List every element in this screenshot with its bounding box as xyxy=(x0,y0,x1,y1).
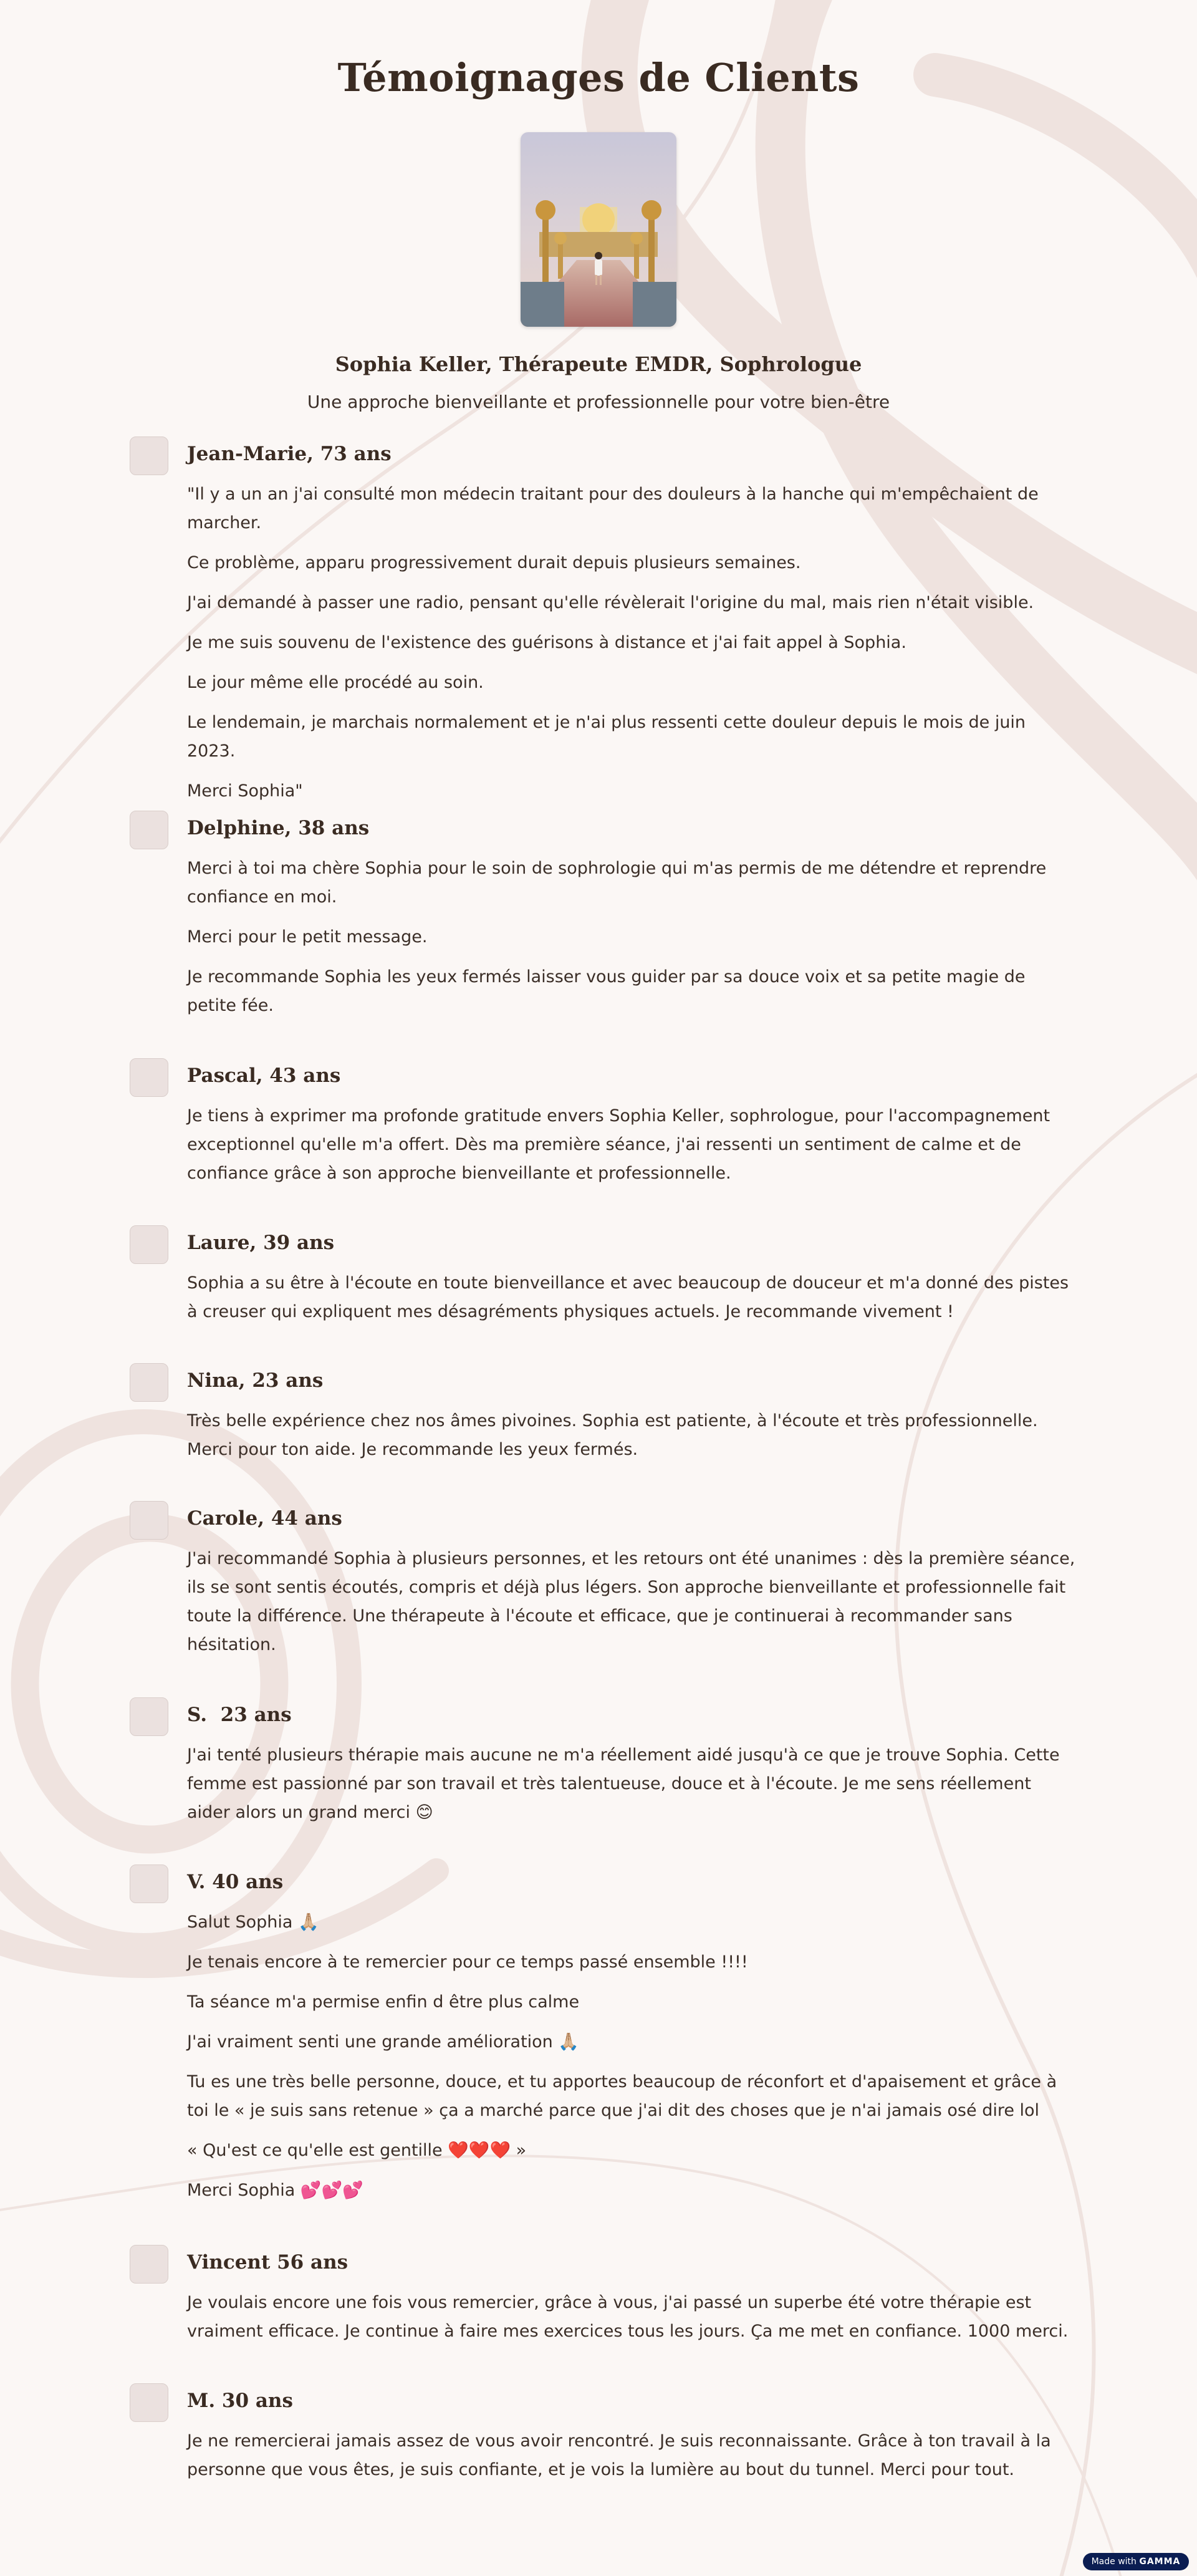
testimonial-name: V. 40 ans xyxy=(187,1871,284,1893)
testimonial-name: M. 30 ans xyxy=(187,2390,293,2412)
testimonial-paragraph: Je ne remercierai jamais assez de vous avoir rencontré. Je suis reconnaissante. Grâce à ton travail à la personne que vous êtes, je suis confiante, et je vois la lumière au bout du tunnel. Merci pour tout. xyxy=(187,2431,1051,2479)
testimonial-paragraph: J'ai tenté plusieurs thérapie mais aucune ne m'a réellement aidé jusqu'à ce que je trouve Sophia. Cette femme est passionné par son travail et très talentueuse, douce et à l'écoute. Je me sens réellement aider alors un grand merci 😊 xyxy=(187,1745,1060,1822)
hero-photo xyxy=(521,132,676,327)
testimonial-paragraph: Je voulais encore une fois vous remercier, grâce à vous, j'ai passé un superbe été votre thérapie est vraiment efficace. Je continue à faire mes exercices tous les jours. Ça me met en confiance. 1000 merci. xyxy=(187,2293,1069,2341)
page-title: Témoignages de Clients xyxy=(337,55,860,100)
testimonial-body xyxy=(187,1545,1075,1671)
testimonial-body xyxy=(187,1407,1075,1475)
testimonial-paragraph: « Qu'est ce qu'elle est gentille ❤️❤️❤️ » xyxy=(187,2141,527,2160)
testimonial-body xyxy=(187,1269,1075,1338)
testimonial-paragraph: Le lendemain, je marchais normalement et je n'ai plus ressenti cette douleur depuis le mois de juin 2023. xyxy=(187,713,1026,761)
testimonial-paragraph: "Il y a un an j'ai consulté mon médecin traitant pour des douleurs à la hanche qui m'empêchaient de marcher. xyxy=(187,485,1039,533)
testimonial-paragraph: J'ai recommandé Sophia à plusieurs personnes, et les retours ont été unanimes : dès la première séance, ils se sont sentis écoutés, compris et déjà plus légers. Son approche bienveillante et professionnelle fait toute la différence. Une thérapeute à l'écoute et efficace, que je continuerai à recommander sans hésitation. xyxy=(187,1549,1075,1654)
avatar xyxy=(130,811,168,849)
testimonial-paragraph: Salut Sophia 🙏🏼 xyxy=(187,1913,319,1932)
testimonial-body xyxy=(187,854,1075,1031)
testimonial-paragraph: Merci Sophia 💕💕💕 xyxy=(187,2181,363,2200)
testimonial-paragraph: Ce problème, apparu progressivement durait depuis plusieurs semaines. xyxy=(187,553,801,572)
testimonial-name: Carole, 44 ans xyxy=(187,1507,342,1530)
testimonial-name: Pascal, 43 ans xyxy=(187,1064,341,1087)
avatar xyxy=(130,437,168,475)
avatar xyxy=(130,1225,168,1264)
avatar xyxy=(130,1864,168,1903)
testimonial-body xyxy=(187,2289,1075,2357)
testimonial-paragraph: Merci pour le petit message. xyxy=(187,927,428,947)
testimonial-name: S. 23 ans xyxy=(187,1704,292,1726)
testimonial-body xyxy=(187,2427,1075,2496)
testimonial-paragraph: Je tiens à exprimer ma profonde gratitude envers Sophia Keller, sophrologue, pour l'accompagnement exceptionnel qu'elle m'a offert. Dès ma première séance, j'ai ressenti un sentiment de calme et de confiance grâce à son approche bienveillante et professionnelle. xyxy=(187,1106,1050,1183)
made-with-badge[interactable] xyxy=(1083,2553,1189,2570)
testimonial-name: Laure, 39 ans xyxy=(187,1232,335,1254)
testimonial-paragraph: Je tenais encore à te remercier pour ce temps passé ensemble !!!! xyxy=(187,1952,748,1972)
testimonial-paragraph: J'ai vraiment senti une grande amélioration 🙏🏼 xyxy=(187,2032,579,2052)
avatar xyxy=(130,1363,168,1402)
avatar xyxy=(130,2383,168,2422)
avatar xyxy=(130,2245,168,2284)
author-name: Sophia Keller, Thérapeute EMDR, Sophrologue xyxy=(335,352,862,376)
photo-temple-woman-icon xyxy=(521,132,676,327)
testimonial-body xyxy=(187,1741,1075,1838)
testimonial-name: Nina, 23 ans xyxy=(187,1369,324,1392)
testimonial-paragraph: Sophia a su être à l'écoute en toute bienveillance et avec beaucoup de douceur et m'a donné des pistes à creuser qui expliquent mes désagréments physiques actuels. Je recommande vivement ! xyxy=(187,1273,1069,1321)
testimonial-paragraph: Je me suis souvenu de l'existence des guérisons à distance et j'ai fait appel à Sophia. xyxy=(187,633,906,652)
testimonial-body xyxy=(187,1908,1075,2216)
testimonial-paragraph: Merci Sophia" xyxy=(187,781,303,801)
testimonial-name: Jean-Marie, 73 ans xyxy=(187,443,392,465)
testimonial-paragraph: J'ai demandé à passer une radio, pensant qu'elle révèlerait l'origine du mal, mais rien n'était visible. xyxy=(187,593,1034,612)
avatar xyxy=(130,1058,168,1097)
testimonial-paragraph: Je recommande Sophia les yeux fermés laisser vous guider par sa douce voix et sa petite magie de petite fée. xyxy=(187,967,1026,1015)
avatar xyxy=(130,1697,168,1736)
testimonial-paragraph: Très belle expérience chez nos âmes pivoines. Sophia est patiente, à l'écoute et très professionnelle. Merci pour ton aide. Je recommande les yeux fermés. xyxy=(187,1411,1038,1459)
testimonial-paragraph: Tu es une très belle personne, douce, et tu apportes beaucoup de réconfort et d'apaisement et grâce à toi le « je suis sans retenue » ça a marché parce que j'ai dit des choses que je n'ai jamais osé dire lol xyxy=(187,2072,1057,2120)
badge-prefix: Made with xyxy=(1091,2557,1137,2567)
testimonial-name: Vincent 56 ans xyxy=(187,2251,349,2274)
testimonial-name: Delphine, 38 ans xyxy=(187,817,370,839)
testimonial-paragraph: Le jour même elle procédé au soin. xyxy=(187,673,484,692)
testimonial-paragraph: Ta séance m'a permise enfin d être plus calme xyxy=(187,1992,580,2012)
testimonial-body xyxy=(187,480,1075,817)
tagline: Une approche bienveillante et professionnelle pour votre bien-être xyxy=(307,392,890,412)
avatar xyxy=(130,1501,168,1540)
badge-brand: GAMMA xyxy=(1139,2557,1181,2567)
testimonial-body xyxy=(187,1102,1075,1199)
testimonial-paragraph: Merci à toi ma chère Sophia pour le soin de sophrologie qui m'as permis de me détendre et reprendre confiance en moi. xyxy=(187,859,1047,907)
